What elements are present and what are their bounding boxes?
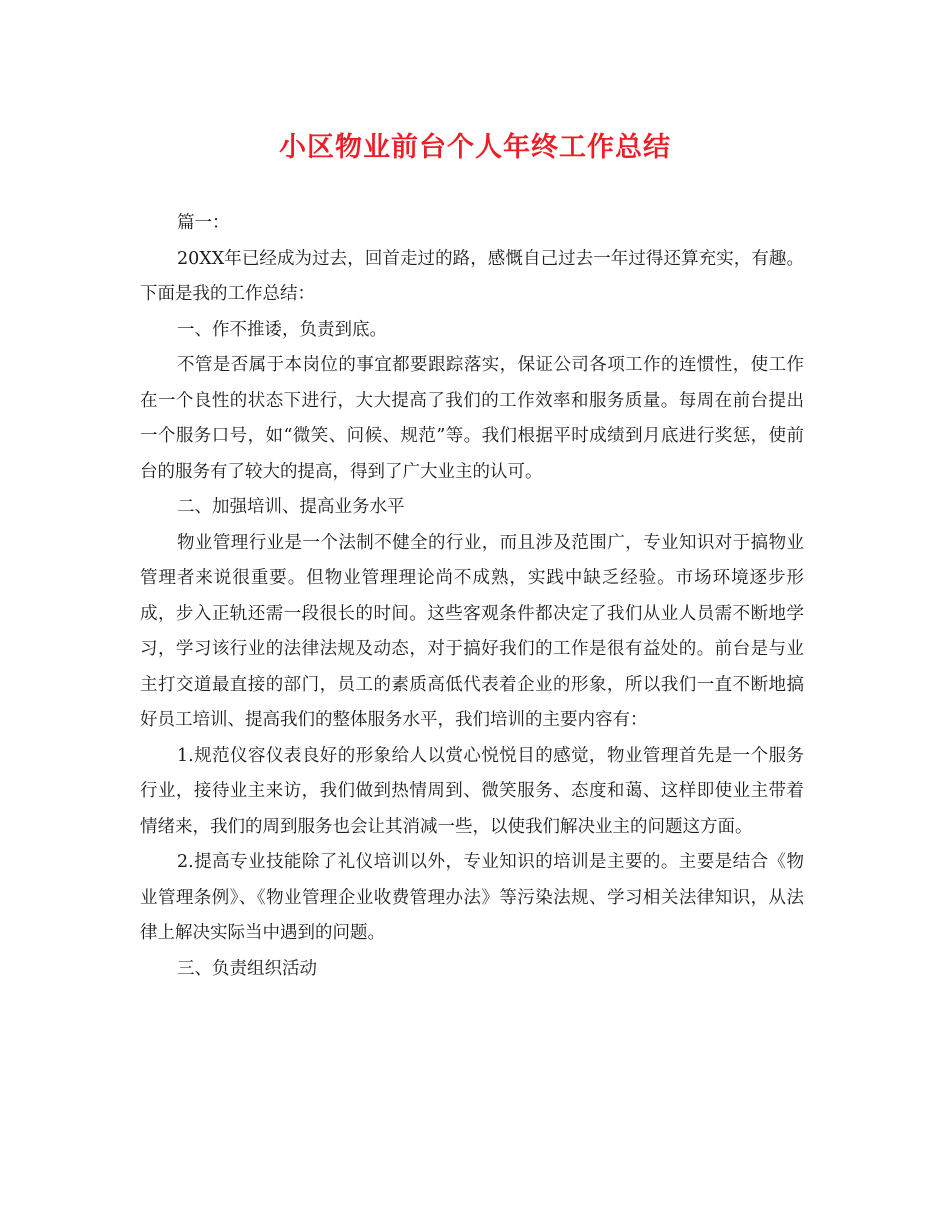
paragraph-section-label: 篇一： <box>177 213 230 233</box>
paragraph-section-1: 不管是否属于本岗位的事宜都要跟踪落实，保证公司各项工作的连惯性，使工作在一个良性的状态下进行，大大提高了我们的工作效率和服务质量。每周在前台提出一个服务口号，如“微笑、问候、规范”等。我们根据平时成绩到月底进行奖惩，使前台的服务有了较大的提高，得到了广大业主的认可。 <box>140 355 804 482</box>
paragraph-item-1: 1.规范仪容仪表良好的形象给人以赏心悦悦目的感觉，物业管理首先是一个服务行业，接待业主来访，我们做到热情周到、微笑服务、态度和蔼、这样即使业主带着情绪来，我们的周到服务也会让其消减一些，以使我们解决业主的问题这方面。 <box>140 745 804 837</box>
paragraph-intro: 20XX年已经成为过去，回首走过的路，感慨自己过去一年过得还算充实，有趣。下面是我的工作总结： <box>140 248 804 304</box>
document-title: 小区物业前台个人年终工作总结 <box>279 132 671 163</box>
heading-section-3: 三、负责组织活动 <box>177 958 317 979</box>
paragraph-item-2: 2.提高专业技能除了礼仪培训以外，专业知识的培训是主要的。主要是结合《物业管理条例》、《物业管理企业收费管理办法》等污染法规、学习相关法律知识，从法律上解决实际当中遇到的问题。 <box>140 852 804 943</box>
heading-section-1: 一、作不推诿，负责到底。 <box>177 319 387 340</box>
heading-section-2: 二、加强培训、提高业务水平 <box>177 497 405 517</box>
paragraph-section-2: 物业管理行业是一个法制不健全的行业，而且涉及范围广，专业知识对于搞物业管理者来说很重要。但物业管理理论尚不成熟，实践中缺乏经验。市场环境逐步形成，步入正轨还需一段很长的时间。这些客观条件都决定了我们从业人员需不断地学习，学习该行业的法律法规及动态，对于搞好我们的工作是很有益处的。前台是与业主打交道最直接的部门，员工的素质高低代表着企业的形象，所以我们一直不断地搞好员工培训、提高我们的整体服务水平，我们培训的主要内容有： <box>140 532 804 730</box>
document-body <box>140 206 804 987</box>
